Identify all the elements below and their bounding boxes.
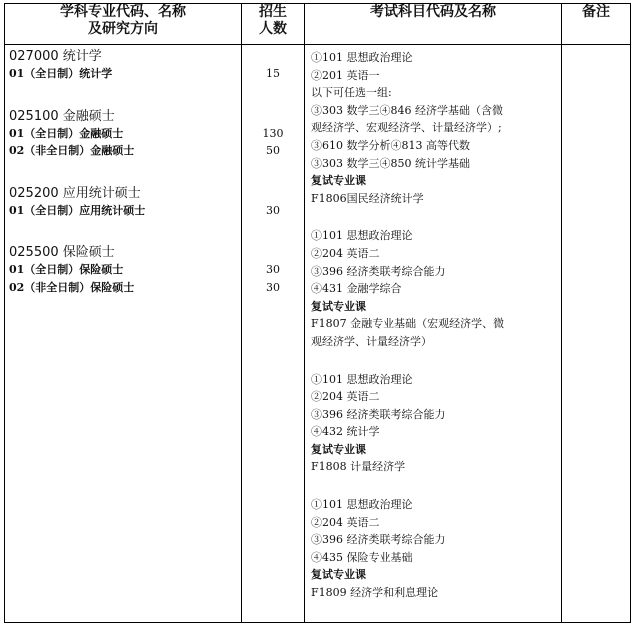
quota-spacer — [242, 186, 304, 202]
subject-line: ④435 保险专业基础 — [311, 550, 413, 564]
program-block — [9, 186, 237, 220]
header-quota — [242, 4, 305, 45]
program-direction: 02（非全日制）金融硕士 — [9, 144, 135, 157]
quota-value: 130 — [262, 126, 284, 140]
subject-line: F1809 经济学和利息理论 — [311, 586, 439, 600]
subject-line: F1808 计量经济学 — [311, 460, 406, 474]
subject-line: ②204 英语二 — [311, 390, 380, 404]
quota-block — [242, 49, 304, 83]
program-block — [9, 245, 237, 296]
quota-block — [242, 109, 304, 160]
retest-heading: 复试专业课 — [311, 174, 366, 188]
quotas-column — [242, 45, 305, 623]
subject-line: 观经济学、宏观经济学、计量经济学）; — [311, 121, 502, 135]
program-title: 025100 金融硕士 — [9, 108, 115, 124]
subjects-block — [311, 49, 558, 207]
subject-line: F1806国民经济统计学 — [311, 191, 424, 205]
program-title: 027000 统计学 — [9, 49, 102, 64]
program-title: 025200 应用统计硕士 — [9, 185, 141, 201]
table-body-row — [5, 45, 631, 623]
subject-line: 以下可任选一组: — [311, 86, 392, 100]
subject-line: ①101 思想政治理论 — [311, 51, 413, 64]
retest-heading: 复试专业课 — [311, 442, 366, 456]
subject-line: ③396 经济类联考综合能力 — [311, 407, 446, 421]
subjects-column — [305, 45, 562, 623]
quota-value: 30 — [266, 280, 280, 294]
subject-line: ④431 金融学综合 — [311, 282, 402, 296]
header-program — [5, 4, 242, 45]
retest-heading: 复试专业课 — [311, 568, 366, 582]
subject-line: ③396 经济类联考综合能力 — [311, 264, 446, 278]
quota-spacer — [242, 109, 304, 125]
subject-line: ④432 统计学 — [311, 425, 380, 439]
subject-line: ②204 英语二 — [311, 515, 380, 529]
header-program-line1: 学科专业代码、名称 — [60, 4, 186, 20]
program-direction: 01（全日制）统计学 — [9, 67, 113, 80]
programs-column — [5, 45, 242, 623]
subject-line: ①101 思想政治理论 — [311, 372, 413, 386]
quota-block — [242, 245, 304, 296]
subjects-block — [311, 496, 558, 602]
program-block — [9, 109, 237, 160]
program-direction: 01（全日制）应用统计硕士 — [9, 203, 146, 217]
subject-line: ①101 思想政治理论 — [311, 229, 413, 243]
quota-value: 30 — [266, 203, 280, 217]
header-subjects: 考试科目代码及名称 — [305, 4, 562, 45]
header-quota-line2: 人数 — [259, 21, 287, 37]
subject-line: 观经济学、计量经济学） — [311, 334, 432, 348]
program-direction: 01（全日制）保险硕士 — [9, 263, 124, 276]
header-remarks: 备注 — [562, 4, 631, 45]
subject-line: ③610 数学分析④813 高等代数 — [311, 138, 470, 152]
subject-line: ③396 经济类联考综合能力 — [311, 533, 446, 547]
retest-heading: 复试专业课 — [311, 299, 366, 313]
remarks-column — [562, 45, 631, 623]
table-header-row — [5, 4, 631, 45]
header-program-line2: 及研究方向 — [88, 21, 158, 37]
subject-line: ②204 英语二 — [311, 246, 380, 260]
quota-value: 15 — [266, 67, 280, 80]
program-title: 025500 保险硕士 — [9, 245, 115, 260]
subject-line: F1807 金融专业基础（宏观经济学、微 — [311, 317, 505, 331]
quota-spacer — [242, 49, 304, 65]
subject-line: ③303 数学三④850 统计学基础 — [311, 156, 470, 170]
quota-spacer — [242, 245, 304, 261]
program-block — [9, 49, 237, 83]
header-quota-line1: 招生 — [259, 4, 287, 20]
subject-line: ①101 思想政治理论 — [311, 498, 413, 512]
quota-value: 50 — [266, 144, 280, 157]
quota-block — [242, 186, 304, 220]
admissions-table — [4, 3, 631, 623]
subjects-block — [311, 227, 558, 350]
subject-line: ③303 数学三④846 经济学基础（含微 — [311, 103, 503, 117]
program-direction: 01（全日制）金融硕士 — [9, 126, 124, 140]
program-direction: 02（非全日制）保险硕士 — [9, 280, 135, 294]
quota-value: 30 — [266, 263, 280, 276]
subject-line: ②201 英语一 — [311, 68, 380, 82]
subjects-block — [311, 371, 558, 477]
